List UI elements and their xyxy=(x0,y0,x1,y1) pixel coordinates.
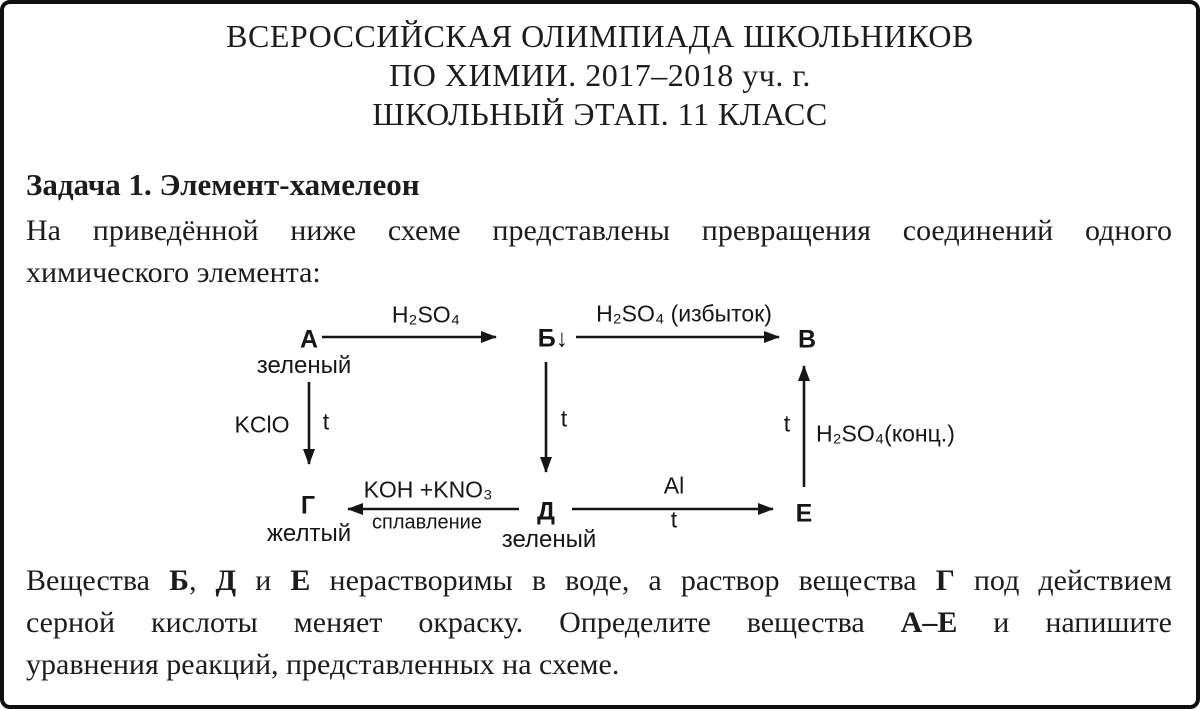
label-a-to-g-reagent: KClO xyxy=(234,411,290,438)
substance-d-ref: Д xyxy=(215,564,237,597)
node-b-letter: Б xyxy=(537,324,556,353)
intro-line-1: На приведённой ниже схеме представлены превращения соединений одного xyxy=(26,214,1172,247)
task-intro xyxy=(26,210,1172,294)
node-g: Г xyxy=(300,491,316,520)
node-d: Д xyxy=(537,497,555,526)
node-e: Е xyxy=(795,499,813,528)
title-line-1: ВСЕРОССИЙСКАЯ ОЛИМПИАДА ШКОЛЬНИКОВ xyxy=(226,18,974,54)
node-a-color-note: зеленый xyxy=(256,352,352,379)
conclusion-line-1 xyxy=(26,560,1172,602)
title-line-3: ШКОЛЬНЫЙ ЭТАП. 11 КЛАСС xyxy=(372,96,828,132)
text-segment: серной кислоты меняет окраску. Определите вещества xyxy=(26,606,901,639)
text-segment: и xyxy=(236,564,291,597)
text-segment: Вещества xyxy=(26,564,170,597)
label-e-to-v-temp: t xyxy=(783,410,791,437)
reaction-scheme xyxy=(4,294,1200,559)
substance-range-ref: А–Е xyxy=(900,606,958,639)
conclusion-line-2 xyxy=(26,602,1172,644)
node-v: В xyxy=(797,325,817,354)
label-d-to-e-temp: t xyxy=(670,506,678,533)
document-title xyxy=(4,17,1196,134)
text-segment: нерастворимы в воде, а раствор вещества xyxy=(310,564,936,597)
substance-e-ref: Е xyxy=(290,564,311,597)
label-b-to-v-reagent: H₂SO₄ (избыток) xyxy=(596,300,772,327)
substance-b-ref: Б xyxy=(169,564,189,597)
label-e-to-v-reagent: H₂SO₄(конц.) xyxy=(816,420,955,447)
node-b xyxy=(538,325,568,354)
conclusion-line-3 xyxy=(26,644,1172,686)
conclusion-paragraph xyxy=(26,560,1172,686)
node-d-color-note: зеленый xyxy=(501,526,597,553)
substance-g-ref: Г xyxy=(935,564,955,597)
label-d-to-g-condition: сплавление xyxy=(372,511,482,534)
scheme-arrows xyxy=(4,294,1200,559)
label-a-to-g-temp: t xyxy=(322,408,330,435)
node-a: А xyxy=(299,325,319,354)
title-line-2: ПО ХИМИИ. 2017–2018 уч. г. xyxy=(389,57,811,93)
label-a-to-b-reagent: H₂SO₄ xyxy=(391,301,461,328)
text-segment: , xyxy=(188,564,216,597)
label-d-to-g-reagent: KOH +KNO₃ xyxy=(363,476,493,503)
label-b-to-d-temp: t xyxy=(560,405,568,432)
text-segment: и напишите xyxy=(957,606,1172,639)
label-d-to-e-reagent: Al xyxy=(663,472,685,499)
intro-line-2: химического элемента: xyxy=(26,256,321,289)
text-segment: под действием xyxy=(954,564,1172,597)
text-segment: уравнения реакций, представленных на схеме. xyxy=(26,648,620,681)
precipitate-arrow-icon: ↓ xyxy=(555,324,569,353)
node-g-color-note: желтый xyxy=(266,520,352,547)
task-heading: Задача 1. Элемент-хамелеон xyxy=(26,167,420,202)
